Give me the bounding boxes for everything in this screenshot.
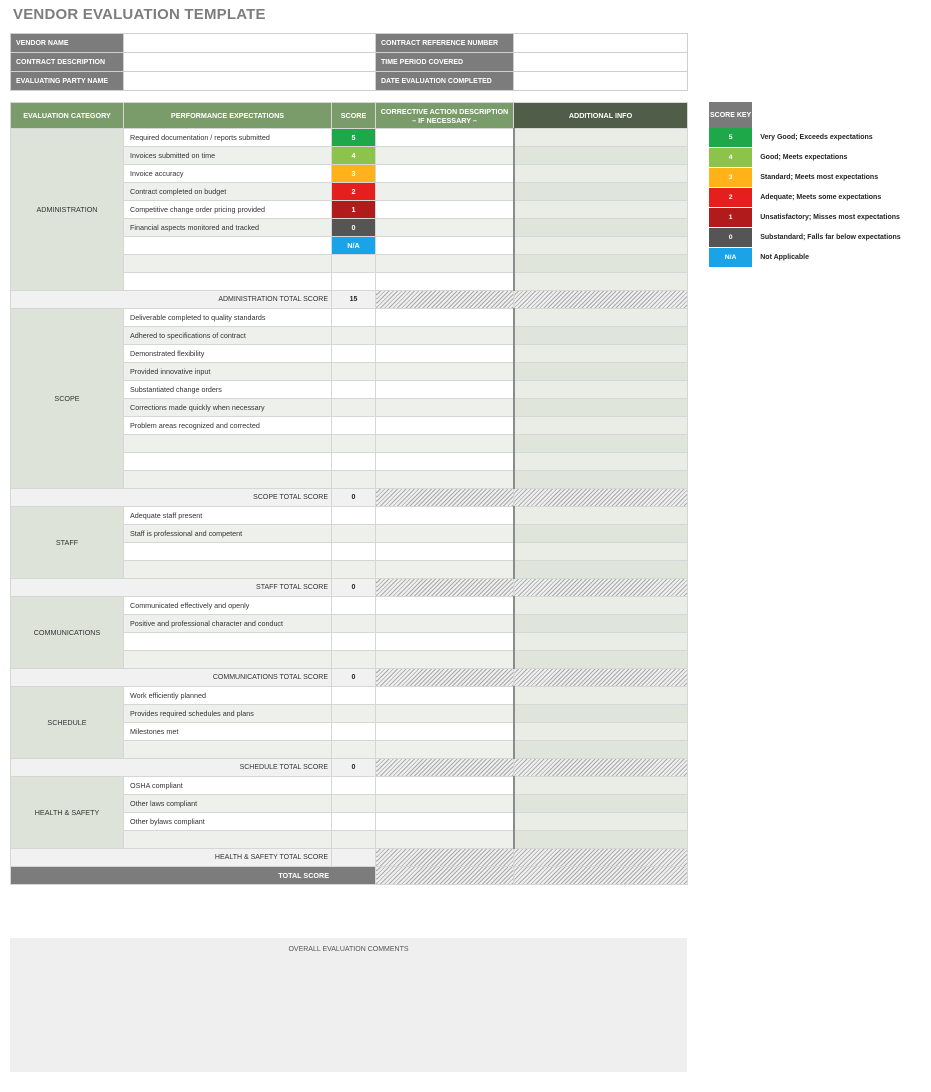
- hatched-cell: [514, 489, 688, 507]
- corrective-cell[interactable]: [376, 525, 514, 543]
- score-cell[interactable]: [332, 453, 376, 471]
- vendor-name-label: VENDOR NAME: [11, 34, 124, 53]
- additional-cell[interactable]: [514, 543, 688, 561]
- corrective-cell[interactable]: [376, 201, 514, 219]
- corrective-cell[interactable]: [376, 219, 514, 237]
- expectation-cell: Provided innovative input: [124, 363, 332, 381]
- expectation-cell[interactable]: [124, 741, 332, 759]
- corrective-cell[interactable]: [376, 255, 514, 273]
- corrective-cell[interactable]: [376, 471, 514, 489]
- overall-comments-title: OVERALL EVALUATION COMMENTS: [288, 946, 409, 953]
- contract-description-label: CONTRACT DESCRIPTION: [11, 53, 124, 72]
- schedule-total-score: 0: [332, 759, 376, 777]
- score-key-description: Good; Meets expectations: [760, 154, 848, 161]
- additional-cell[interactable]: [514, 255, 688, 273]
- additional-cell[interactable]: [514, 633, 688, 651]
- additional-cell[interactable]: [514, 453, 688, 471]
- score-key-row: [709, 228, 931, 248]
- score-key-swatch: 5: [709, 128, 752, 148]
- corrective-cell[interactable]: [376, 723, 514, 741]
- score-cell[interactable]: [332, 615, 376, 633]
- score-key-swatch: 2: [709, 188, 752, 208]
- corrective-cell[interactable]: [376, 237, 514, 255]
- additional-cell[interactable]: [514, 687, 688, 705]
- header-performance-expectations: PERFORMANCE EXPECTATIONS: [124, 103, 332, 129]
- score-key-description: Standard; Meets most expectations: [760, 174, 879, 181]
- corrective-cell[interactable]: [376, 453, 514, 471]
- table-row: [11, 777, 688, 795]
- score-cell[interactable]: [332, 633, 376, 651]
- staff-total-label: STAFF TOTAL SCORE: [11, 579, 332, 597]
- contract-description-field[interactable]: [124, 53, 376, 72]
- expectation-cell: Demonstrated flexibility: [124, 345, 332, 363]
- expectation-cell[interactable]: [124, 471, 332, 489]
- additional-cell[interactable]: [514, 795, 688, 813]
- additional-cell[interactable]: [514, 147, 688, 165]
- corrective-cell[interactable]: [376, 129, 514, 147]
- score-cell[interactable]: [332, 831, 376, 849]
- score-key-swatch: 4: [709, 148, 752, 168]
- corrective-cell[interactable]: [376, 687, 514, 705]
- expectation-cell: Invoice accuracy: [124, 165, 332, 183]
- additional-cell[interactable]: [514, 561, 688, 579]
- score-key-swatch: N/A: [709, 248, 752, 268]
- expectation-cell: Financial aspects monitored and tracked: [124, 219, 332, 237]
- score-cell[interactable]: [332, 687, 376, 705]
- score-cell[interactable]: [332, 543, 376, 561]
- additional-cell[interactable]: [514, 399, 688, 417]
- score-key: [709, 102, 931, 268]
- expectation-cell[interactable]: [124, 237, 332, 255]
- expectation-cell: OSHA compliant: [124, 777, 332, 795]
- schedule-total-label: SCHEDULE TOTAL SCORE: [11, 759, 332, 777]
- score-cell[interactable]: 2: [332, 183, 376, 201]
- section-total-row: [11, 291, 688, 309]
- header-score: SCORE: [332, 103, 376, 129]
- expectation-cell: Required documentation / reports submitted: [124, 129, 332, 147]
- corrective-cell[interactable]: [376, 399, 514, 417]
- expectation-cell: Substantiated change orders: [124, 381, 332, 399]
- section-total-row: [11, 849, 688, 867]
- additional-cell[interactable]: [514, 723, 688, 741]
- hatched-cell: [376, 759, 514, 777]
- header-corrective-line1: CORRECTIVE ACTION DESCRIPTION: [380, 106, 509, 116]
- score-cell[interactable]: [332, 525, 376, 543]
- table-row: [11, 597, 688, 615]
- corrective-cell[interactable]: [376, 165, 514, 183]
- staff-total-score: 0: [332, 579, 376, 597]
- expectation-cell[interactable]: [124, 651, 332, 669]
- score-cell[interactable]: [332, 795, 376, 813]
- score-cell[interactable]: [332, 273, 376, 291]
- evaluation-table: [10, 102, 688, 885]
- additional-cell[interactable]: [514, 165, 688, 183]
- score-key-swatch: 1: [709, 208, 752, 228]
- expectation-cell: Adhered to specifications of contract: [124, 327, 332, 345]
- corrective-cell[interactable]: [376, 273, 514, 291]
- hatched-cell: [514, 579, 688, 597]
- corrective-cell[interactable]: [376, 705, 514, 723]
- header-corrective-action: [376, 103, 514, 129]
- total-score-label: TOTAL SCORE: [11, 867, 376, 885]
- additional-cell[interactable]: [514, 381, 688, 399]
- additional-cell[interactable]: [514, 129, 688, 147]
- score-cell[interactable]: [332, 345, 376, 363]
- additional-cell[interactable]: [514, 435, 688, 453]
- corrective-cell[interactable]: [376, 561, 514, 579]
- administration-total-label: ADMINISTRATION TOTAL SCORE: [11, 291, 332, 309]
- date-completed-label: DATE EVALUATION COMPLETED: [376, 72, 514, 91]
- header-evaluation-category: EVALUATION CATEGORY: [11, 103, 124, 129]
- section-total-row: [11, 579, 688, 597]
- category-communications: COMMUNICATIONS: [11, 597, 124, 669]
- expectation-cell: Deliverable completed to quality standards: [124, 309, 332, 327]
- score-key-row: [709, 168, 931, 188]
- score-key-description: Adequate; Meets some expectations: [760, 194, 882, 201]
- time-period-field[interactable]: [514, 53, 688, 72]
- expectation-cell[interactable]: [124, 543, 332, 561]
- administration-total-score: 15: [332, 291, 376, 309]
- additional-cell[interactable]: [514, 309, 688, 327]
- additional-cell[interactable]: [514, 363, 688, 381]
- score-key-description: Very Good; Exceeds expectations: [760, 134, 873, 142]
- score-cell[interactable]: 0: [332, 219, 376, 237]
- corrective-cell[interactable]: [376, 651, 514, 669]
- hatched-cell: [514, 867, 688, 885]
- expectation-cell: Other bylaws compliant: [124, 813, 332, 831]
- table-row: [11, 309, 688, 327]
- expectation-cell[interactable]: [124, 435, 332, 453]
- vendor-name-field[interactable]: [124, 34, 376, 53]
- additional-cell[interactable]: [514, 345, 688, 363]
- additional-cell[interactable]: [514, 831, 688, 849]
- score-key-swatch: 0: [709, 228, 752, 248]
- corrective-cell[interactable]: [376, 741, 514, 759]
- score-cell[interactable]: [332, 435, 376, 453]
- expectation-cell: Invoices submitted on time: [124, 147, 332, 165]
- hatched-cell: [514, 759, 688, 777]
- score-cell[interactable]: 3: [332, 165, 376, 183]
- corrective-cell[interactable]: [376, 417, 514, 435]
- score-cell[interactable]: [332, 561, 376, 579]
- score-key-row: [709, 128, 931, 148]
- corrective-cell[interactable]: [376, 345, 514, 363]
- corrective-cell[interactable]: [376, 597, 514, 615]
- additional-cell[interactable]: [514, 273, 688, 291]
- expectation-cell[interactable]: [124, 453, 332, 471]
- corrective-cell[interactable]: [376, 633, 514, 651]
- score-cell[interactable]: [332, 651, 376, 669]
- expectation-cell[interactable]: [124, 831, 332, 849]
- communications-total-score: 0: [332, 669, 376, 687]
- evaluating-party-label: EVALUATING PARTY NAME: [11, 72, 124, 91]
- category-staff: STAFF: [11, 507, 124, 579]
- communications-total-label: COMMUNICATIONS TOTAL SCORE: [11, 669, 332, 687]
- additional-cell[interactable]: [514, 327, 688, 345]
- expectation-cell: Work efficiently planned: [124, 687, 332, 705]
- hatched-cell: [376, 669, 514, 687]
- category-schedule: SCHEDULE: [11, 687, 124, 759]
- hatched-cell: [514, 291, 688, 309]
- scope-total-label: SCOPE TOTAL SCORE: [11, 489, 332, 507]
- expectation-cell[interactable]: [124, 561, 332, 579]
- hatched-cell: [376, 291, 514, 309]
- corrective-cell[interactable]: [376, 363, 514, 381]
- expectation-cell: Other laws compliant: [124, 795, 332, 813]
- additional-cell[interactable]: [514, 705, 688, 723]
- expectation-cell: Provides required schedules and plans: [124, 705, 332, 723]
- expectation-cell: Communicated effectively and openly: [124, 597, 332, 615]
- contract-reference-field[interactable]: [514, 34, 688, 53]
- expectation-cell: Corrections made quickly when necessary: [124, 399, 332, 417]
- category-health-safety: HEALTH & SAFETY: [11, 777, 124, 849]
- score-key-description: Unsatisfactory; Misses most expectations: [760, 214, 900, 221]
- corrective-cell[interactable]: [376, 831, 514, 849]
- expectation-cell: Positive and professional character and conduct: [124, 615, 332, 633]
- health-safety-total-score: [332, 849, 376, 867]
- corrective-cell[interactable]: [376, 543, 514, 561]
- hatched-cell: [376, 489, 514, 507]
- score-cell[interactable]: [332, 363, 376, 381]
- section-total-row: [11, 759, 688, 777]
- section-total-row: [11, 669, 688, 687]
- overall-comments-box[interactable]: [10, 938, 687, 1072]
- header-additional-info: ADDITIONAL INFO: [514, 103, 688, 129]
- additional-cell[interactable]: [514, 651, 688, 669]
- table-row: [11, 687, 688, 705]
- score-key-description: Substandard; Falls far below expectations: [760, 234, 901, 241]
- score-cell[interactable]: [332, 381, 376, 399]
- additional-cell[interactable]: [514, 741, 688, 759]
- corrective-cell[interactable]: [376, 777, 514, 795]
- score-cell[interactable]: [332, 327, 376, 345]
- expectation-cell[interactable]: [124, 633, 332, 651]
- corrective-cell[interactable]: [376, 507, 514, 525]
- corrective-cell[interactable]: [376, 147, 514, 165]
- score-cell[interactable]: [332, 417, 376, 435]
- additional-cell[interactable]: [514, 183, 688, 201]
- score-cell[interactable]: [332, 813, 376, 831]
- additional-cell[interactable]: [514, 813, 688, 831]
- score-key-row: [709, 208, 931, 228]
- additional-cell[interactable]: [514, 507, 688, 525]
- score-cell[interactable]: 1: [332, 201, 376, 219]
- score-cell[interactable]: [332, 309, 376, 327]
- score-cell[interactable]: [332, 597, 376, 615]
- score-cell[interactable]: [332, 705, 376, 723]
- contract-reference-label: CONTRACT REFERENCE NUMBER: [376, 34, 514, 53]
- corrective-cell[interactable]: [376, 435, 514, 453]
- expectation-cell: Adequate staff present: [124, 507, 332, 525]
- table-row: [11, 129, 688, 147]
- additional-cell[interactable]: [514, 471, 688, 489]
- score-cell[interactable]: [332, 399, 376, 417]
- additional-cell[interactable]: [514, 525, 688, 543]
- expectation-cell: Contract completed on budget: [124, 183, 332, 201]
- additional-cell[interactable]: [514, 597, 688, 615]
- score-cell[interactable]: [332, 777, 376, 795]
- expectation-cell: Problem areas recognized and corrected: [124, 417, 332, 435]
- corrective-cell[interactable]: [376, 183, 514, 201]
- score-key-title: SCORE KEY: [709, 102, 752, 128]
- page-title: VENDOR EVALUATION TEMPLATE: [13, 6, 266, 23]
- corrective-cell[interactable]: [376, 327, 514, 345]
- score-key-row: [709, 188, 931, 208]
- scope-total-score: 0: [332, 489, 376, 507]
- score-key-swatch: 3: [709, 168, 752, 188]
- corrective-cell[interactable]: [376, 795, 514, 813]
- additional-cell[interactable]: [514, 615, 688, 633]
- score-cell[interactable]: [332, 255, 376, 273]
- category-administration: ADMINISTRATION: [11, 129, 124, 291]
- score-cell[interactable]: 5: [332, 129, 376, 147]
- date-completed-field[interactable]: [514, 72, 688, 91]
- score-key-row: [709, 148, 931, 168]
- score-cell[interactable]: [332, 507, 376, 525]
- health-safety-total-label: HEALTH & SAFETY TOTAL SCORE: [11, 849, 332, 867]
- hatched-cell: [514, 849, 688, 867]
- grand-total-row: [11, 867, 688, 885]
- table-row: [11, 507, 688, 525]
- hatched-cell: [376, 579, 514, 597]
- category-scope: SCOPE: [11, 309, 124, 489]
- additional-cell[interactable]: [514, 417, 688, 435]
- score-cell[interactable]: [332, 741, 376, 759]
- score-cell[interactable]: [332, 723, 376, 741]
- section-total-row: [11, 489, 688, 507]
- additional-cell[interactable]: [514, 777, 688, 795]
- additional-cell[interactable]: [514, 237, 688, 255]
- expectation-cell: Milestones met: [124, 723, 332, 741]
- expectation-cell[interactable]: [124, 273, 332, 291]
- score-key-description: Not Applicable: [760, 254, 809, 261]
- corrective-cell[interactable]: [376, 813, 514, 831]
- expectation-cell: Competitive change order pricing provided: [124, 201, 332, 219]
- score-cell[interactable]: N/A: [332, 237, 376, 255]
- evaluating-party-field[interactable]: [124, 72, 376, 91]
- hatched-cell: [514, 669, 688, 687]
- expectation-cell: Staff is professional and competent: [124, 525, 332, 543]
- hatched-cell: [376, 867, 514, 885]
- score-cell[interactable]: [332, 471, 376, 489]
- header-corrective-line2: – IF NECESSARY –: [412, 115, 477, 125]
- time-period-label: TIME PERIOD COVERED: [376, 53, 514, 72]
- score-key-row: [709, 248, 931, 268]
- vendor-info-table: [10, 33, 688, 91]
- corrective-cell[interactable]: [376, 615, 514, 633]
- corrective-cell[interactable]: [376, 309, 514, 327]
- additional-cell[interactable]: [514, 201, 688, 219]
- score-cell[interactable]: 4: [332, 147, 376, 165]
- expectation-cell[interactable]: [124, 255, 332, 273]
- additional-cell[interactable]: [514, 219, 688, 237]
- corrective-cell[interactable]: [376, 381, 514, 399]
- hatched-cell: [376, 849, 514, 867]
